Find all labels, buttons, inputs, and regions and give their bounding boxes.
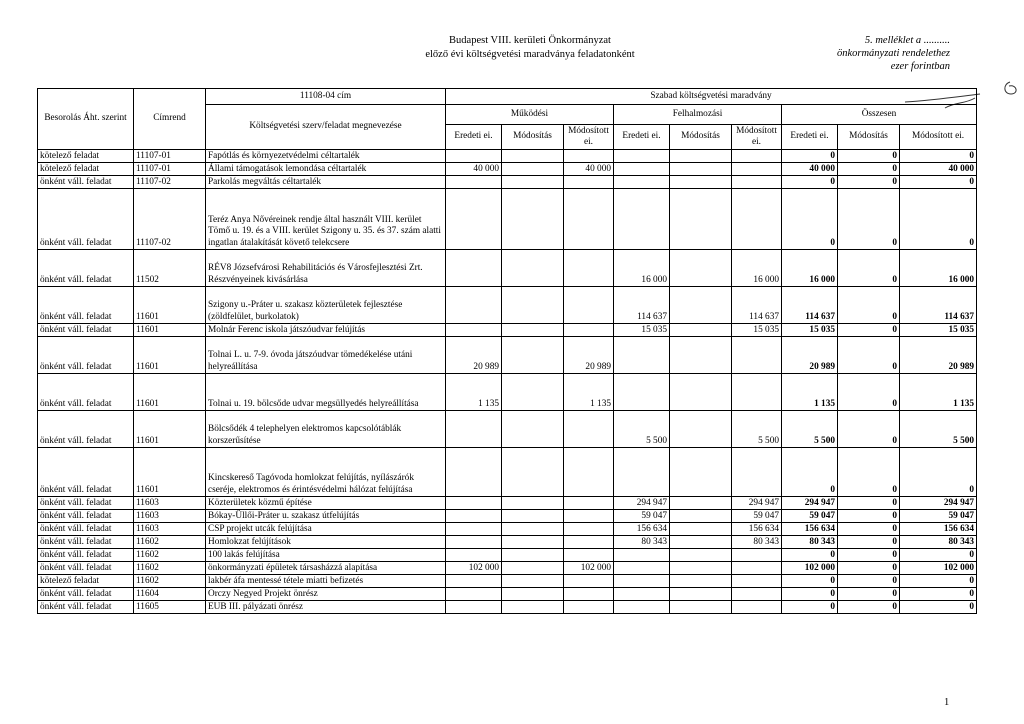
cell-cimrend: 11107-01 [134,163,206,176]
cell-cimrend: 11603 [134,510,206,523]
cell-cimrend: 11604 [134,588,206,601]
cell-m-modositott: 102 000 [564,562,614,575]
cell-o-eredeti: 0 [782,176,838,189]
cell-o-modositas: 0 [838,337,900,374]
cell-m-eredeti [446,601,502,614]
cell-m-modositott: 40 000 [564,163,614,176]
page-number: 1 [944,697,950,708]
table-row [38,601,977,614]
cell-o-modositas: 0 [838,601,900,614]
cell-besorolas: önként váll. feladat [38,189,134,250]
cell-m-modositott [564,536,614,549]
cell-f-modositott: 59 047 [732,510,782,523]
col-f-modositott: Módosított ei. [732,125,782,150]
cell-o-modositas: 0 [838,163,900,176]
table-row [38,374,977,411]
cell-m-modositott [564,324,614,337]
cell-o-modositott: 0 [900,575,977,588]
cell-f-modositott: 16 000 [732,250,782,287]
cell-m-modositas [502,497,564,510]
cell-besorolas: önként váll. feladat [38,549,134,562]
cell-o-modositas: 0 [838,176,900,189]
col-m-modositas: Módosítás [502,125,564,150]
cell-desc: Parkolás megváltás céltartalék [206,176,446,189]
cell-f-eredeti: 294 947 [614,497,670,510]
cell-besorolas: önként váll. feladat [38,337,134,374]
budget-table [37,88,977,614]
cell-desc: EUB III. pályázati önrész [206,601,446,614]
cell-f-eredeti: 16 000 [614,250,670,287]
cell-f-eredeti: 114 637 [614,287,670,324]
cell-f-eredeti: 5 500 [614,411,670,448]
cell-f-modositott [732,337,782,374]
col-megnevezes: Költségvetési szerv/feladat megnevezése [206,105,446,150]
col-cimrend: Címrend [134,89,206,150]
table-row [38,549,977,562]
cell-f-modositott [732,163,782,176]
cell-besorolas: önként váll. feladat [38,497,134,510]
cell-o-modositas: 0 [838,588,900,601]
cell-o-modositott: 0 [900,448,977,497]
cell-f-eredeti: 59 047 [614,510,670,523]
cell-o-modositas: 0 [838,150,900,163]
cell-m-modositas [502,510,564,523]
col-f-eredeti: Eredeti ei. [614,125,670,150]
cell-f-eredeti [614,588,670,601]
cell-m-eredeti: 1 135 [446,374,502,411]
cell-o-modositott: 0 [900,601,977,614]
cell-f-modositott [732,588,782,601]
cell-desc: Orczy Negyed Projekt önrész [206,588,446,601]
cell-o-eredeti: 294 947 [782,497,838,510]
col-cim: 11108-04 cím [206,89,446,105]
col-m-eredeti: Eredeti ei. [446,125,502,150]
cell-o-modositott: 16 000 [900,250,977,287]
cell-cimrend: 11601 [134,287,206,324]
cell-besorolas: önként váll. feladat [38,601,134,614]
cell-o-eredeti: 1 135 [782,374,838,411]
table-row [38,189,977,250]
cell-cimrend: 11605 [134,601,206,614]
cell-m-modositas [502,411,564,448]
cell-f-modositott [732,601,782,614]
cell-besorolas: önként váll. feladat [38,562,134,575]
cell-cimrend: 11107-02 [134,176,206,189]
cell-m-eredeti [446,510,502,523]
cell-besorolas: önként váll. feladat [38,588,134,601]
cell-besorolas: önként váll. feladat [38,324,134,337]
unit-label: ezer forintban [890,61,950,72]
cell-m-eredeti [446,189,502,250]
table-header [38,89,977,150]
cell-m-modositas [502,324,564,337]
cell-cimrend: 11107-01 [134,150,206,163]
table-row [38,588,977,601]
cell-besorolas: önként váll. feladat [38,536,134,549]
cell-m-modositas [502,588,564,601]
cell-m-eredeti: 20 989 [446,337,502,374]
cell-desc: RÉV8 Józsefvárosi Rehabilitációs és Városfejlesztési Zrt. Részvényeinek kivásárlása [206,250,446,287]
cell-o-modositott: 0 [900,588,977,601]
cell-cimrend: 11601 [134,337,206,374]
table-row [38,411,977,448]
annex-note [790,34,950,73]
cell-besorolas: kötelező feladat [38,150,134,163]
cell-m-eredeti [446,497,502,510]
cell-m-modositas [502,250,564,287]
cell-o-modositott: 20 989 [900,337,977,374]
cell-besorolas: kötelező feladat [38,575,134,588]
cell-f-modositas [670,575,732,588]
cell-m-modositott [564,189,614,250]
cell-m-eredeti [446,588,502,601]
cell-desc: Bölcsődék 4 telephelyen elektromos kapcsolótáblák korszerűsítése [206,411,446,448]
cell-f-modositott [732,374,782,411]
cell-f-modositas [670,536,732,549]
cell-o-modositas: 0 [838,287,900,324]
cell-m-modositott: 20 989 [564,337,614,374]
cell-f-modositas [670,150,732,163]
table-row [38,287,977,324]
cell-o-modositas: 0 [838,411,900,448]
cell-f-modositas [670,562,732,575]
cell-m-modositas [502,287,564,324]
cell-desc: lakbér áfa mentessé tétele miatti befizetés [206,575,446,588]
table-row [38,176,977,189]
cell-desc: Állami támogatások lemondása céltartalék [206,163,446,176]
cell-f-eredeti: 156 634 [614,523,670,536]
cell-f-eredeti [614,163,670,176]
cell-f-eredeti: 80 343 [614,536,670,549]
cell-f-modositott [732,549,782,562]
col-f-modositas: Módosítás [670,125,732,150]
cell-o-eredeti: 0 [782,575,838,588]
cell-cimrend: 11601 [134,411,206,448]
cell-f-modositott: 15 035 [732,324,782,337]
table-row [38,497,977,510]
cell-f-modositas [670,523,732,536]
cell-o-modositott: 294 947 [900,497,977,510]
cell-m-modositott [564,287,614,324]
table-row [38,324,977,337]
cell-o-eredeti: 5 500 [782,411,838,448]
cell-besorolas: önként váll. feladat [38,250,134,287]
col-szabad: Szabad költségvetési maradvány [446,89,977,105]
col-o-modositas: Módosítás [838,125,900,150]
cell-cimrend: 11602 [134,562,206,575]
table-row [38,575,977,588]
cell-cimrend: 11603 [134,497,206,510]
cell-desc: Bókay-Üllői-Práter u. szakasz útfelújítás [206,510,446,523]
cell-o-eredeti: 0 [782,189,838,250]
cell-o-eredeti: 15 035 [782,324,838,337]
cell-desc: Kincskereső Tagóvoda homlokzat felújítás, nyílászárók cseréje, elektromos és érintésvédelmi hálózat felújítása [206,448,446,497]
table-row [38,250,977,287]
table-row [38,510,977,523]
cell-m-modositott [564,588,614,601]
cell-f-modositas [670,588,732,601]
cell-o-modositas: 0 [838,448,900,497]
cell-m-modositott [564,150,614,163]
cell-o-eredeti: 0 [782,588,838,601]
cell-f-eredeti [614,176,670,189]
cell-m-eredeti [446,150,502,163]
cell-cimrend: 11601 [134,448,206,497]
cell-o-modositott: 15 035 [900,324,977,337]
cell-o-modositott: 5 500 [900,411,977,448]
cell-m-modositas [502,189,564,250]
cell-f-modositas [670,324,732,337]
table-row [38,536,977,549]
cell-o-modositott: 102 000 [900,562,977,575]
cell-m-eredeti: 102 000 [446,562,502,575]
cell-o-modositas: 0 [838,510,900,523]
cell-m-modositott [564,523,614,536]
annex-line-2: önkormányzati rendelethez [836,48,950,59]
table-body [38,150,977,614]
cell-o-eredeti: 0 [782,150,838,163]
cell-o-modositott: 0 [900,549,977,562]
cell-f-modositas [670,549,732,562]
cell-besorolas: önként váll. feladat [38,510,134,523]
cell-f-eredeti [614,549,670,562]
cell-cimrend: 11603 [134,523,206,536]
cell-f-modositas [670,411,732,448]
cell-f-modositott [732,189,782,250]
table-row [38,448,977,497]
col-o-eredeti: Eredeti ei. [782,125,838,150]
cell-f-modositott: 80 343 [732,536,782,549]
cell-m-eredeti [446,448,502,497]
cell-f-modositott [732,176,782,189]
col-m-modositott: Módosított ei. [564,125,614,150]
cell-o-eredeti: 0 [782,601,838,614]
table-row [38,523,977,536]
cell-o-modositas: 0 [838,324,900,337]
cell-besorolas: önként váll. feladat [38,523,134,536]
cell-o-eredeti: 114 637 [782,287,838,324]
cell-m-modositas [502,562,564,575]
cell-m-modositott [564,411,614,448]
cell-o-modositott: 0 [900,189,977,250]
col-mukodesi: Működési [446,105,614,125]
cell-f-modositas [670,510,732,523]
cell-cimrend: 11602 [134,549,206,562]
cell-desc: Szigony u.-Práter u. szakasz közterületek fejlesztése (zöldfelület, burkolatok) [206,287,446,324]
cell-m-modositott [564,549,614,562]
cell-o-modositas: 0 [838,374,900,411]
cell-cimrend: 11602 [134,536,206,549]
cell-desc: 100 lakás felújítása [206,549,446,562]
cell-o-modositas: 0 [838,549,900,562]
cell-f-modositas [670,337,732,374]
table-row [38,163,977,176]
col-besorolas: Besorolás Áht. szerint [38,89,134,150]
cell-o-modositas: 0 [838,497,900,510]
cell-m-modositas [502,601,564,614]
cell-m-modositas [502,523,564,536]
cell-f-modositott [732,150,782,163]
cell-besorolas: önként váll. feladat [38,176,134,189]
cell-desc: Teréz Anya Nővéreinek rendje által használt VIII. kerület Tömő u. 19. és a VIII. kerület Szigony u. 35. és 37. szám alatti ingatlan átalakítását követő telekcsere [206,189,446,250]
cell-cimrend: 11601 [134,374,206,411]
cell-f-eredeti [614,337,670,374]
cell-f-modositas [670,287,732,324]
cell-f-eredeti: 15 035 [614,324,670,337]
cell-cimrend: 11602 [134,575,206,588]
cell-m-modositas [502,575,564,588]
cell-o-modositott: 0 [900,176,977,189]
cell-f-modositott: 156 634 [732,523,782,536]
cell-o-modositas: 0 [838,250,900,287]
cell-desc: Közterületek közmű építése [206,497,446,510]
cell-o-modositott: 0 [900,150,977,163]
cell-besorolas: önként váll. feladat [38,374,134,411]
cell-m-modositas [502,176,564,189]
cell-cimrend: 11601 [134,324,206,337]
cell-cimrend: 11502 [134,250,206,287]
cell-m-modositas [502,549,564,562]
title-line-1: Budapest VIII. kerületi Önkormányzat [449,35,611,46]
cell-desc: Molnár Ferenc iskola játszóudvar felújítás [206,324,446,337]
cell-o-modositott: 156 634 [900,523,977,536]
cell-m-modositas [502,448,564,497]
cell-besorolas: önként váll. feladat [38,411,134,448]
cell-desc: Homlokzat felújítások [206,536,446,549]
cell-o-eredeti: 40 000 [782,163,838,176]
cell-o-eredeti: 0 [782,549,838,562]
cell-desc: CSP projekt utcák felújítása [206,523,446,536]
cell-f-eredeti [614,575,670,588]
title-line-2: előző évi költségvetési maradványa feladatonként [425,49,635,60]
cell-o-eredeti: 80 343 [782,536,838,549]
cell-besorolas: önként váll. feladat [38,287,134,324]
cell-m-modositas [502,536,564,549]
col-o-modositott: Módosított ei. [900,125,977,150]
cell-m-modositas [502,374,564,411]
cell-m-eredeti [446,324,502,337]
cell-m-modositott [564,510,614,523]
table-row [38,150,977,163]
cell-o-modositas: 0 [838,562,900,575]
cell-m-eredeti [446,575,502,588]
cell-besorolas: önként váll. feladat [38,448,134,497]
cell-f-modositas [670,176,732,189]
cell-cimrend: 11107-02 [134,189,206,250]
cell-f-eredeti [614,189,670,250]
cell-desc: önkormányzati épületek társasházzá alapítása [206,562,446,575]
cell-m-eredeti [446,250,502,287]
cell-m-eredeti [446,411,502,448]
cell-m-modositott [564,497,614,510]
cell-f-eredeti [614,562,670,575]
cell-f-modositas [670,448,732,497]
cell-desc: Fapótlás és környezetvédelmi céltartalék [206,150,446,163]
cell-m-eredeti [446,176,502,189]
table-row [38,562,977,575]
cell-f-eredeti [614,601,670,614]
cell-m-modositott: 1 135 [564,374,614,411]
cell-m-modositott [564,601,614,614]
cell-f-eredeti [614,374,670,411]
cell-m-eredeti: 40 000 [446,163,502,176]
cell-o-eredeti: 20 989 [782,337,838,374]
cell-f-modositott: 294 947 [732,497,782,510]
cell-m-modositott [564,448,614,497]
annex-line-1: 5. melléklet a .......... [864,35,950,46]
cell-m-eredeti [446,523,502,536]
cell-desc: Tolnai u. 19. bölcsőde udvar megsüllyedés helyreállítása [206,374,446,411]
cell-o-modositott: 59 047 [900,510,977,523]
cell-o-eredeti: 102 000 [782,562,838,575]
cell-o-modositott: 1 135 [900,374,977,411]
cell-m-eredeti [446,287,502,324]
cell-m-eredeti [446,549,502,562]
cell-f-eredeti [614,448,670,497]
cell-m-modositott [564,176,614,189]
cell-m-modositas [502,337,564,374]
cell-o-eredeti: 16 000 [782,250,838,287]
cell-f-modositas [670,250,732,287]
cell-o-eredeti: 0 [782,448,838,497]
cell-o-modositott: 40 000 [900,163,977,176]
table-row [38,337,977,374]
cell-o-modositott: 114 637 [900,287,977,324]
cell-f-modositas [670,497,732,510]
cell-m-modositott [564,575,614,588]
cell-besorolas: kötelező feladat [38,163,134,176]
cell-o-modositas: 0 [838,536,900,549]
cell-o-modositas: 0 [838,523,900,536]
cell-o-modositas: 0 [838,575,900,588]
document-title [300,34,760,62]
col-felhalmozasi: Felhalmozási [614,105,782,125]
cell-m-modositas [502,150,564,163]
cell-f-modositas [670,374,732,411]
cell-f-modositas [670,189,732,250]
cell-f-modositott [732,448,782,497]
cell-f-modositott: 114 637 [732,287,782,324]
cell-f-modositott [732,575,782,588]
cell-m-modositas [502,163,564,176]
cell-o-eredeti: 59 047 [782,510,838,523]
cell-f-eredeti [614,150,670,163]
cell-o-eredeti: 156 634 [782,523,838,536]
cell-f-modositas [670,163,732,176]
cell-o-modositas: 0 [838,189,900,250]
cell-f-modositas [670,601,732,614]
col-osszesen: Összesen [782,105,977,125]
cell-o-modositott: 80 343 [900,536,977,549]
cell-m-eredeti [446,536,502,549]
cell-m-modositott [564,250,614,287]
cell-f-modositott [732,562,782,575]
cell-desc: Tolnai L. u. 7-9. óvoda játszóudvar tömedékelése utáni helyreállítása [206,337,446,374]
cell-f-modositott: 5 500 [732,411,782,448]
